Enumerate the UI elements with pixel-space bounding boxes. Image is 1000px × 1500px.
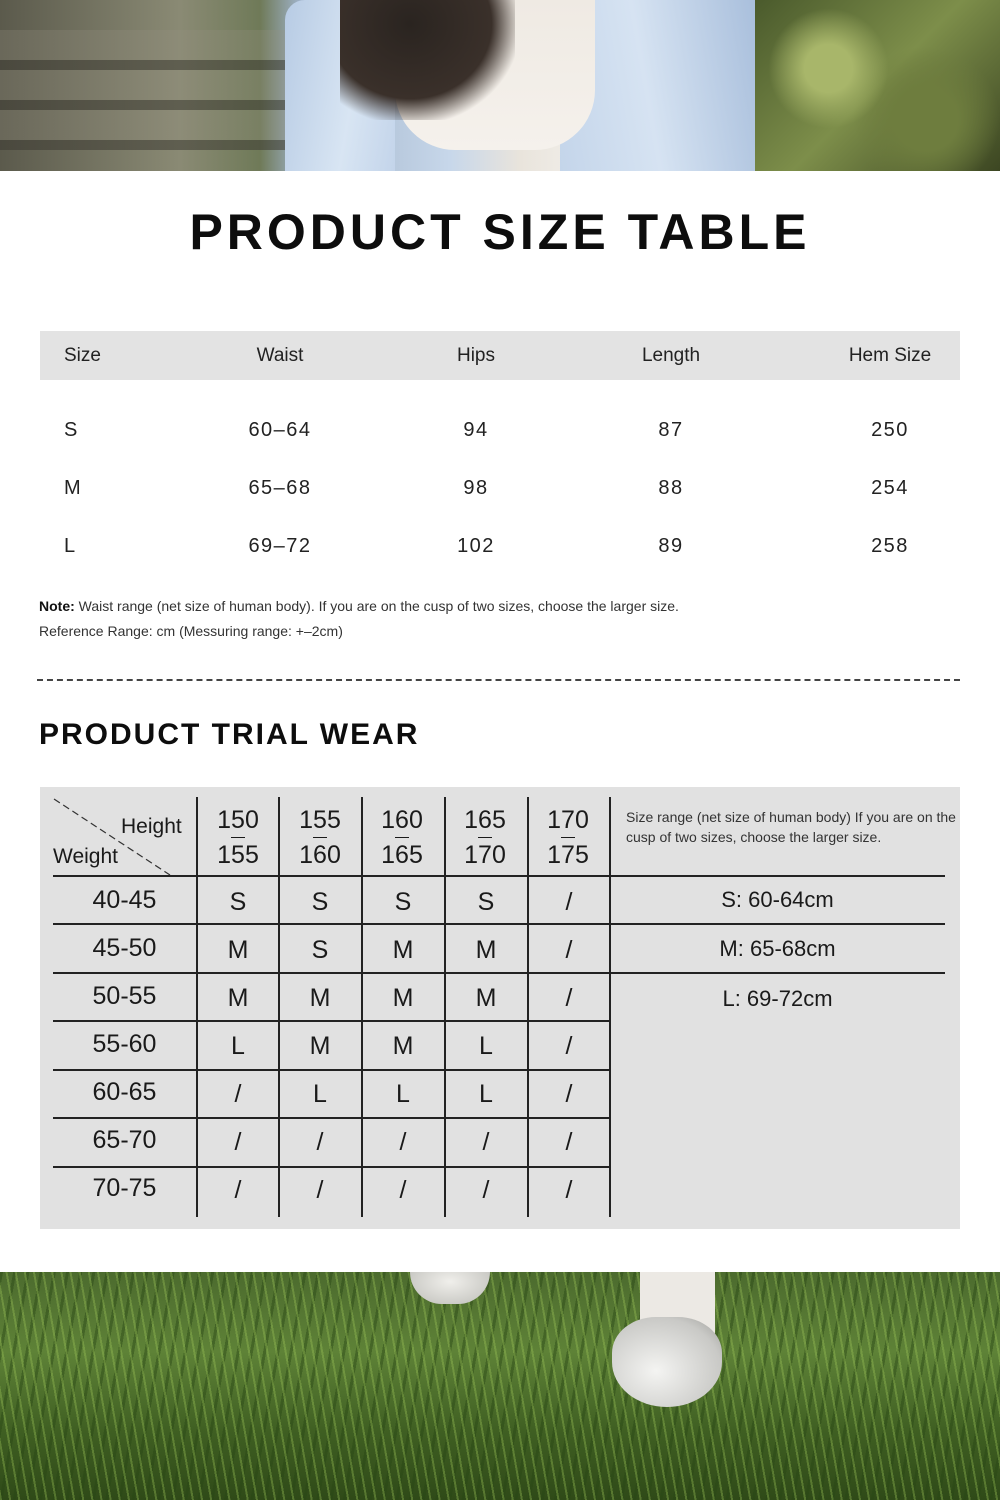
size-cell: S <box>311 888 329 916</box>
size-cell: / <box>482 1176 490 1204</box>
top-model-photo <box>0 0 1000 171</box>
size-cell: L <box>231 1032 245 1060</box>
size-cell: M <box>475 984 497 1012</box>
legend-s: S: 60-64cm <box>721 887 834 912</box>
size-cell: / <box>482 1128 490 1156</box>
cell-size: L <box>64 535 77 557</box>
cell-hem: 254 <box>871 477 909 499</box>
bottom-grass-photo <box>0 1272 1000 1500</box>
cell-waist: 69–72 <box>248 535 312 557</box>
size-cell: / <box>234 1080 242 1108</box>
size-cell: M <box>392 1032 414 1060</box>
size-cell: / <box>565 1080 573 1108</box>
table-row <box>40 526 960 566</box>
weight-cell: 55-60 <box>92 1030 157 1058</box>
size-cell: / <box>565 1032 573 1060</box>
height-col-header: 150 155 <box>217 806 259 869</box>
size-cell: / <box>565 1128 573 1156</box>
cell-length: 89 <box>658 535 684 557</box>
header-hips: Hips <box>456 345 495 366</box>
size-cell: M <box>309 1032 331 1060</box>
size-cell: / <box>399 1128 407 1156</box>
size-note <box>39 594 679 644</box>
cell-hem: 250 <box>871 419 909 441</box>
size-range-info: Size range (net size of human body) If you are on the cusp of two sizes, choose the larger size. <box>626 809 956 845</box>
cell-hips: 102 <box>457 535 495 557</box>
size-cell: S <box>477 888 495 916</box>
shoe-right <box>612 1317 722 1407</box>
grass-texture <box>0 1272 1000 1500</box>
size-cell: L <box>396 1080 410 1108</box>
size-cell: L <box>479 1080 493 1108</box>
height-col-header: 170 175 <box>547 806 589 869</box>
weight-cell: 65-70 <box>92 1126 157 1154</box>
note-label: Note: <box>39 598 75 614</box>
cell-hips: 94 <box>463 419 489 441</box>
size-cell: / <box>399 1176 407 1204</box>
size-cell: / <box>234 1128 242 1156</box>
cell-waist: 60–64 <box>248 419 312 441</box>
dashed-divider <box>37 679 960 681</box>
weight-cell: 70-75 <box>92 1174 157 1202</box>
size-cell: / <box>565 888 573 916</box>
note-text: Waist range (net size of human body). If you are on the cusp of two sizes, choose the larger size. <box>74 598 679 614</box>
height-col-header: 155 160 <box>299 806 341 869</box>
size-table-header <box>40 331 960 380</box>
size-cell: L <box>313 1080 327 1108</box>
size-cell: S <box>394 888 412 916</box>
fence-background <box>0 30 290 150</box>
cell-size: S <box>64 419 79 441</box>
size-cell: M <box>227 984 249 1012</box>
weight-cell: 45-50 <box>92 934 157 962</box>
size-cell: M <box>475 936 497 964</box>
cell-length: 88 <box>658 477 684 499</box>
table-row <box>40 468 960 508</box>
height-axis-label: Height <box>121 815 182 838</box>
legend-m: M: 65-68cm <box>719 936 836 961</box>
cell-waist: 65–68 <box>248 477 312 499</box>
header-size: Size <box>64 345 101 366</box>
size-cell: / <box>565 1176 573 1204</box>
header-waist: Waist <box>256 345 304 366</box>
height-col-header: 165 170 <box>464 806 506 869</box>
weight-axis-label: Weight <box>53 845 118 868</box>
size-cell: S <box>229 888 247 916</box>
size-cell: / <box>316 1176 324 1204</box>
size-cell: / <box>316 1128 324 1156</box>
cell-hem: 258 <box>871 535 909 557</box>
trial-wear-title: PRODUCT TRIAL WEAR <box>39 718 420 751</box>
hair <box>340 0 515 120</box>
height-col-header: 160 165 <box>381 806 423 869</box>
cell-size: M <box>64 477 83 499</box>
size-cell: M <box>392 936 414 964</box>
trial-wear-table <box>40 787 960 1229</box>
size-cell: M <box>227 936 249 964</box>
table-row <box>40 410 960 450</box>
cell-hips: 98 <box>463 477 489 499</box>
page-title: PRODUCT SIZE TABLE <box>189 204 811 260</box>
weight-cell: 60-65 <box>92 1078 157 1106</box>
weight-cell: 50-55 <box>92 982 157 1010</box>
header-length: Length <box>641 345 701 366</box>
size-cell: S <box>311 936 329 964</box>
size-cell: L <box>479 1032 493 1060</box>
size-cell: / <box>234 1176 242 1204</box>
foliage-background <box>755 0 1000 171</box>
weight-cell: 40-45 <box>92 886 157 914</box>
size-cell: / <box>565 984 573 1012</box>
reference-range: Reference Range: cm (Messuring range: +–2cm) <box>39 623 343 639</box>
cell-length: 87 <box>658 419 684 441</box>
header-hem-size: Hem Size <box>848 345 932 366</box>
size-cell: M <box>392 984 414 1012</box>
legend-l: L: 69-72cm <box>722 986 833 1011</box>
size-cell: / <box>565 936 573 964</box>
size-cell: M <box>309 984 331 1012</box>
